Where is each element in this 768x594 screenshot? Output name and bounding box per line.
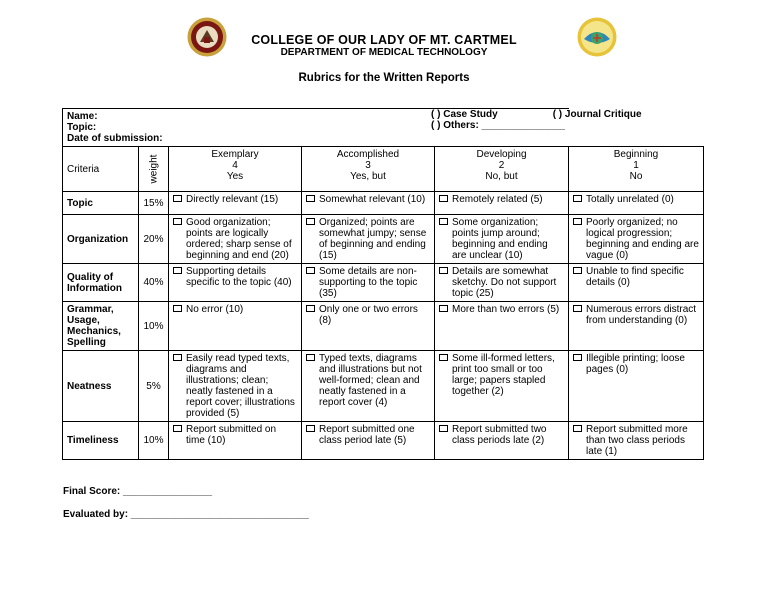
level-accomplished-header xyxy=(302,147,435,192)
cell-text: Details are somewhat sketchy. Do not support topic (25) xyxy=(452,266,557,299)
criteria-weight: 40% xyxy=(139,264,169,302)
rubric-cell xyxy=(169,302,302,351)
criteria-name: Organization xyxy=(63,215,139,264)
checkbox[interactable] xyxy=(573,218,582,225)
rubric-cell xyxy=(435,422,569,460)
rubric-cell xyxy=(569,351,704,422)
rubric-cell xyxy=(435,215,569,264)
level-name: Beginning xyxy=(613,149,659,160)
cell-text: Somewhat relevant (10) xyxy=(319,194,426,205)
checkbox[interactable] xyxy=(573,354,582,361)
level-name: Exemplary xyxy=(211,149,259,160)
final-score-line: Final Score: ________________ xyxy=(63,486,212,497)
criteria-name: Topic xyxy=(63,192,139,215)
rubric-cell xyxy=(569,264,704,302)
rubric-body xyxy=(63,192,704,460)
rubric-cell xyxy=(302,351,435,422)
cell-text: Some details are non-supporting to the topic (35) xyxy=(319,266,418,299)
cell-text: Unable to find specific details (0) xyxy=(586,266,684,288)
checkbox[interactable] xyxy=(306,425,315,432)
cell-text: Report submitted on time (10) xyxy=(186,424,277,446)
level-exemplary-header xyxy=(169,147,302,192)
checkbox[interactable] xyxy=(173,354,182,361)
checkbox[interactable] xyxy=(306,305,315,312)
checkbox[interactable] xyxy=(173,267,182,274)
evaluated-by-line: Evaluated by: ________________________________ xyxy=(63,509,309,520)
checkbox[interactable] xyxy=(573,305,582,312)
rubric-cell xyxy=(169,192,302,215)
rubric-cell xyxy=(569,422,704,460)
checkbox[interactable] xyxy=(173,195,182,202)
level-desc: Yes xyxy=(226,171,244,182)
cell-text: Illegible printing; loose pages (0) xyxy=(586,353,685,375)
college-name: COLLEGE OF OUR LADY OF MT. CARTMEL xyxy=(251,33,517,47)
checkbox[interactable] xyxy=(439,195,448,202)
checkbox[interactable] xyxy=(573,267,582,274)
date-label: Date of submission: xyxy=(67,133,163,144)
cell-text: Report submitted two class periods late (2) xyxy=(452,424,547,446)
department-name: DEPARTMENT OF MEDICAL TECHNOLOGY xyxy=(280,47,488,58)
checkbox[interactable] xyxy=(573,195,582,202)
criteria-weight: 10% xyxy=(139,422,169,460)
rubric-cell xyxy=(302,422,435,460)
criteria-name: Timeliness xyxy=(63,422,139,460)
rubric-cell xyxy=(435,192,569,215)
header-row xyxy=(63,147,704,192)
criteria-header: Criteria xyxy=(63,147,139,192)
cell-text: Some organization; points jump around; beginning and ending are unclear (10) xyxy=(452,217,548,261)
criteria-name: Neatness xyxy=(63,351,139,422)
criteria-weight: 20% xyxy=(139,215,169,264)
cell-text: Report submitted one class period late (5) xyxy=(319,424,415,446)
rubric-row xyxy=(63,422,704,460)
checkbox[interactable] xyxy=(173,425,182,432)
cell-text: Only one or two errors (8) xyxy=(319,304,418,326)
rubric-cell xyxy=(302,192,435,215)
cell-text: Supporting details specific to the topic (40) xyxy=(186,266,292,288)
level-desc: No xyxy=(629,171,643,182)
journal-critique-option[interactable]: ( ) Journal Critique xyxy=(552,109,642,120)
rubric-row xyxy=(63,264,704,302)
rubric-cell xyxy=(169,264,302,302)
rubric-cell xyxy=(435,302,569,351)
checkbox[interactable] xyxy=(306,354,315,361)
checkbox[interactable] xyxy=(173,305,182,312)
level-name: Accomplished xyxy=(336,149,400,160)
level-score: 2 xyxy=(498,160,505,171)
criteria-name: Quality of Information xyxy=(63,264,139,302)
rubric-row xyxy=(63,192,704,215)
cell-text: Totally unrelated (0) xyxy=(586,194,674,205)
cell-text: Remotely related (5) xyxy=(452,194,543,205)
criteria-weight: 5% xyxy=(139,351,169,422)
level-desc: Yes, but xyxy=(350,171,386,182)
rubric-row xyxy=(63,351,704,422)
rubric-cell xyxy=(302,215,435,264)
criteria-weight: 10% xyxy=(139,302,169,351)
cell-text: Easily read typed texts, diagrams and illustrations; clean; neatly fastened in a report cover; illustrations provided (5) xyxy=(186,353,295,419)
level-score: 1 xyxy=(633,160,639,171)
cell-text: More than two errors (5) xyxy=(452,304,560,315)
rubric-cell xyxy=(302,264,435,302)
checkbox[interactable] xyxy=(306,195,315,202)
checkbox[interactable] xyxy=(439,305,448,312)
cell-text: Some ill-formed letters, print too small or too large; papers stapled together (2) xyxy=(452,353,555,397)
rubric-table xyxy=(62,108,704,460)
level-beginning-header xyxy=(569,147,704,192)
rubric-cell xyxy=(169,215,302,264)
rubric-row xyxy=(63,302,704,351)
others-option[interactable]: ( ) Others: _______________ xyxy=(431,120,565,131)
level-desc: No, but xyxy=(485,171,518,182)
info-options xyxy=(431,109,642,131)
cell-text: Organized; points are somewhat jumpy; sense of beginning and ending (15) xyxy=(319,217,427,261)
level-score: 4 xyxy=(232,160,238,171)
cell-text: Good organization; points are logically ordered; sharp sense of beginning and end (20) xyxy=(186,217,292,261)
rubric-cell xyxy=(569,192,704,215)
checkbox[interactable] xyxy=(439,354,448,361)
cell-text: Numerous errors distract from understanding (0) xyxy=(586,304,697,326)
level-score: 3 xyxy=(365,160,371,171)
rubric-title: Rubrics for the Written Reports xyxy=(298,72,470,84)
checkbox[interactable] xyxy=(439,425,448,432)
topic-label: Topic: xyxy=(67,122,97,133)
rubric-cell xyxy=(169,351,302,422)
checkbox[interactable] xyxy=(306,267,315,274)
rubric-row xyxy=(63,215,704,264)
cell-text: Directly relevant (15) xyxy=(186,194,279,205)
level-name: Developing xyxy=(476,149,527,160)
criteria-name: Grammar, Usage, Mechanics, Spelling xyxy=(63,302,139,351)
checkbox[interactable] xyxy=(573,425,582,432)
criteria-weight: 15% xyxy=(139,192,169,215)
case-study-option[interactable]: ( ) Case Study xyxy=(431,109,498,120)
checkbox[interactable] xyxy=(306,218,315,225)
weight-header xyxy=(139,147,169,192)
cell-text: Typed texts, diagrams and illustrations but not well-formed; clean and neatly fastened in a report cover (4) xyxy=(319,353,422,408)
cell-text: Poorly organized; no logical progression; beginning and ending are vague (0) xyxy=(586,217,699,261)
cell-text: Report submitted more than two class periods late (1) xyxy=(586,424,688,457)
rubric-cell xyxy=(569,302,704,351)
weight-header-text: weight xyxy=(148,154,159,184)
cell-text: No error (10) xyxy=(186,304,244,315)
rubric-cell xyxy=(435,264,569,302)
checkbox[interactable] xyxy=(439,218,448,225)
name-label: Name: xyxy=(67,111,98,122)
rubric-cell xyxy=(169,422,302,460)
checkbox[interactable] xyxy=(439,267,448,274)
checkbox[interactable] xyxy=(173,218,182,225)
rubric-cell xyxy=(569,215,704,264)
level-developing-header xyxy=(435,147,569,192)
rubric-cell xyxy=(435,351,569,422)
rubric-cell xyxy=(302,302,435,351)
